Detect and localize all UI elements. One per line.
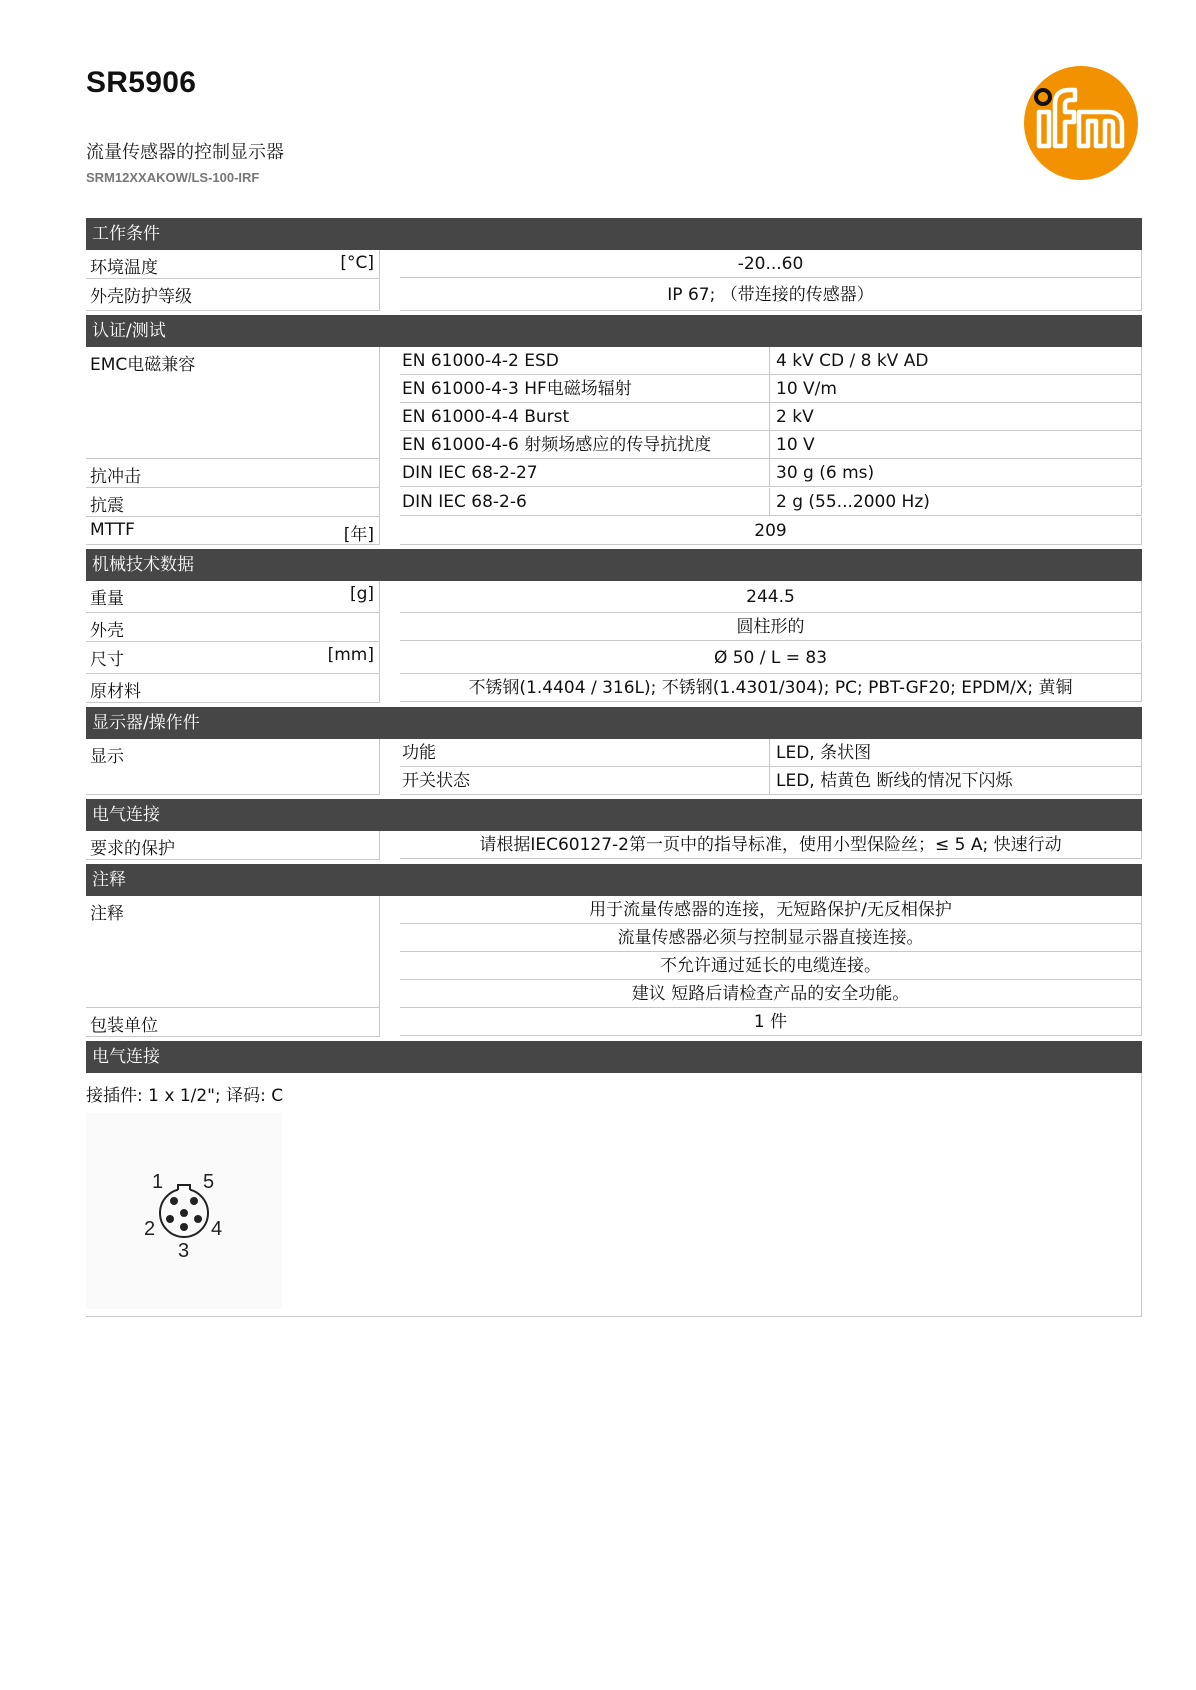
pin-dot-center	[180, 1209, 188, 1217]
label-ambient-temperature: 环境温度 [°C]	[86, 250, 380, 279]
shock-value: 30 g (6 ms)	[776, 463, 875, 483]
label-shock: 抗冲击	[86, 459, 380, 488]
label-dimensions: 尺寸 [mm]	[86, 642, 380, 674]
row-material	[86, 674, 1142, 703]
section-header-display: 显示器/操作件	[86, 707, 1142, 739]
row-housing	[86, 613, 1142, 642]
product-title: SR5906	[86, 66, 197, 99]
value-dimensions: Ø 50 / L = 83	[713, 648, 828, 668]
vibration-standard: DIN IEC 68-2-6	[400, 488, 770, 515]
unit-mm: [mm]	[327, 645, 374, 665]
value-ambient-temperature: -20...60	[737, 254, 804, 274]
value-mttf: 209	[754, 521, 787, 541]
label-material: 原材料	[86, 674, 380, 703]
section-header-connection: 电气连接	[86, 1041, 1142, 1073]
section-header-tests: 认证/测试	[86, 315, 1142, 347]
note-item: 用于流量传感器的连接，无短路保护/无反相保护	[400, 896, 1142, 924]
connector-pinout-diagram	[86, 1113, 282, 1309]
pin-label-5: 5	[203, 1171, 215, 1193]
value-protection-rating: IP 67; （带连接的传感器）	[667, 285, 874, 305]
pin-label-3: 3	[178, 1240, 190, 1262]
section-header-electrical: 电气连接	[86, 799, 1142, 831]
label-weight: 重量 [g]	[86, 581, 380, 613]
label-protection-rating: 外壳防护等级	[86, 279, 380, 311]
pin-dot-5	[190, 1197, 198, 1205]
value-material: 不锈钢(1.4404 / 316L); 不锈钢(1.4301/304); PC; PBT-GF20; EPDM/X; 黄铜	[468, 678, 1073, 698]
section-header-notes: 注释	[86, 864, 1142, 896]
row-weight	[86, 581, 1142, 613]
pin-dot-1	[170, 1197, 178, 1205]
pin-dot-3	[180, 1223, 188, 1231]
row-ambient-temperature	[86, 250, 1142, 279]
emc-row: EN 61000-4-2 ESD 4 kV CD / 8 kV AD	[400, 347, 1142, 375]
row-dimensions	[86, 642, 1142, 674]
row-notes	[86, 896, 1142, 1008]
note-item: 建议 短路后请检查产品的安全功能。	[400, 980, 1142, 1008]
row-display	[86, 739, 1142, 795]
row-protection-rating	[86, 279, 1142, 311]
unit-years: [年]	[343, 525, 374, 545]
label-vibration: 抗震	[86, 488, 380, 517]
ifm-logo	[1022, 64, 1140, 182]
logo-text: ifm	[1081, 176, 1083, 177]
label-housing: 外壳	[86, 613, 380, 642]
shock-standard: DIN IEC 68-2-27	[400, 459, 770, 486]
pin-label-2: 2	[144, 1218, 156, 1240]
value-required-protection: 请根据IEC60127-2第一页中的指导标准，使用小型保险丝；≤ 5 A; 快速行动	[479, 835, 1062, 855]
spec-table	[86, 218, 1142, 1317]
label-notes: 注释	[86, 896, 380, 1008]
label-display: 显示	[86, 739, 380, 795]
row-mttf	[86, 517, 1142, 545]
unit-grams: [g]	[349, 584, 374, 604]
section-header-mechanical: 机械技术数据	[86, 549, 1142, 581]
pin-label-4: 4	[211, 1218, 223, 1240]
label-emc: EMC电磁兼容	[86, 347, 380, 459]
emc-row: EN 61000-4-4 Burst 2 kV	[400, 403, 1142, 431]
row-emc	[86, 347, 1142, 459]
row-vibration	[86, 488, 1142, 517]
value-weight: 244.5	[746, 587, 795, 607]
value-housing: 圆柱形的	[736, 617, 805, 637]
note-item: 不允许通过延长的电缆连接。	[400, 952, 1142, 980]
row-required-protection	[86, 831, 1142, 860]
pin-label-1: 1	[152, 1171, 164, 1193]
display-row: 功能 LED, 条状图	[400, 739, 1142, 767]
vibration-value: 2 g (55...2000 Hz)	[776, 492, 930, 512]
row-shock	[86, 459, 1142, 488]
connector-description: 接插件: 1 x 1/2"; 译码: C	[86, 1086, 284, 1106]
value-packaging: 1 件	[753, 1012, 788, 1032]
label-packaging: 包装单位	[86, 1008, 380, 1037]
product-code: SRM12XXAKOW/LS-100-IRF	[86, 170, 260, 185]
section-header-operating: 工作条件	[86, 218, 1142, 250]
note-item: 流量传感器必须与控制显示器直接连接。	[400, 924, 1142, 952]
product-subtitle: 流量传感器的控制显示器	[86, 142, 284, 163]
label-required-protection: 要求的保护	[86, 831, 380, 860]
emc-row: EN 61000-4-6 射频场感应的传导抗扰度 10 V	[400, 431, 1142, 459]
row-packaging	[86, 1008, 1142, 1037]
display-row: 开关状态 LED, 桔黄色 断线的情况下闪烁	[400, 767, 1142, 795]
emc-row: EN 61000-4-3 HF电磁场辐射 10 V/m	[400, 375, 1142, 403]
unit-celsius: [°C]	[340, 253, 374, 273]
connection-box	[86, 1073, 1142, 1317]
label-mttf: MTTF [年]	[86, 517, 380, 545]
pin-dot-2	[166, 1215, 174, 1223]
pin-dot-4	[194, 1215, 202, 1223]
